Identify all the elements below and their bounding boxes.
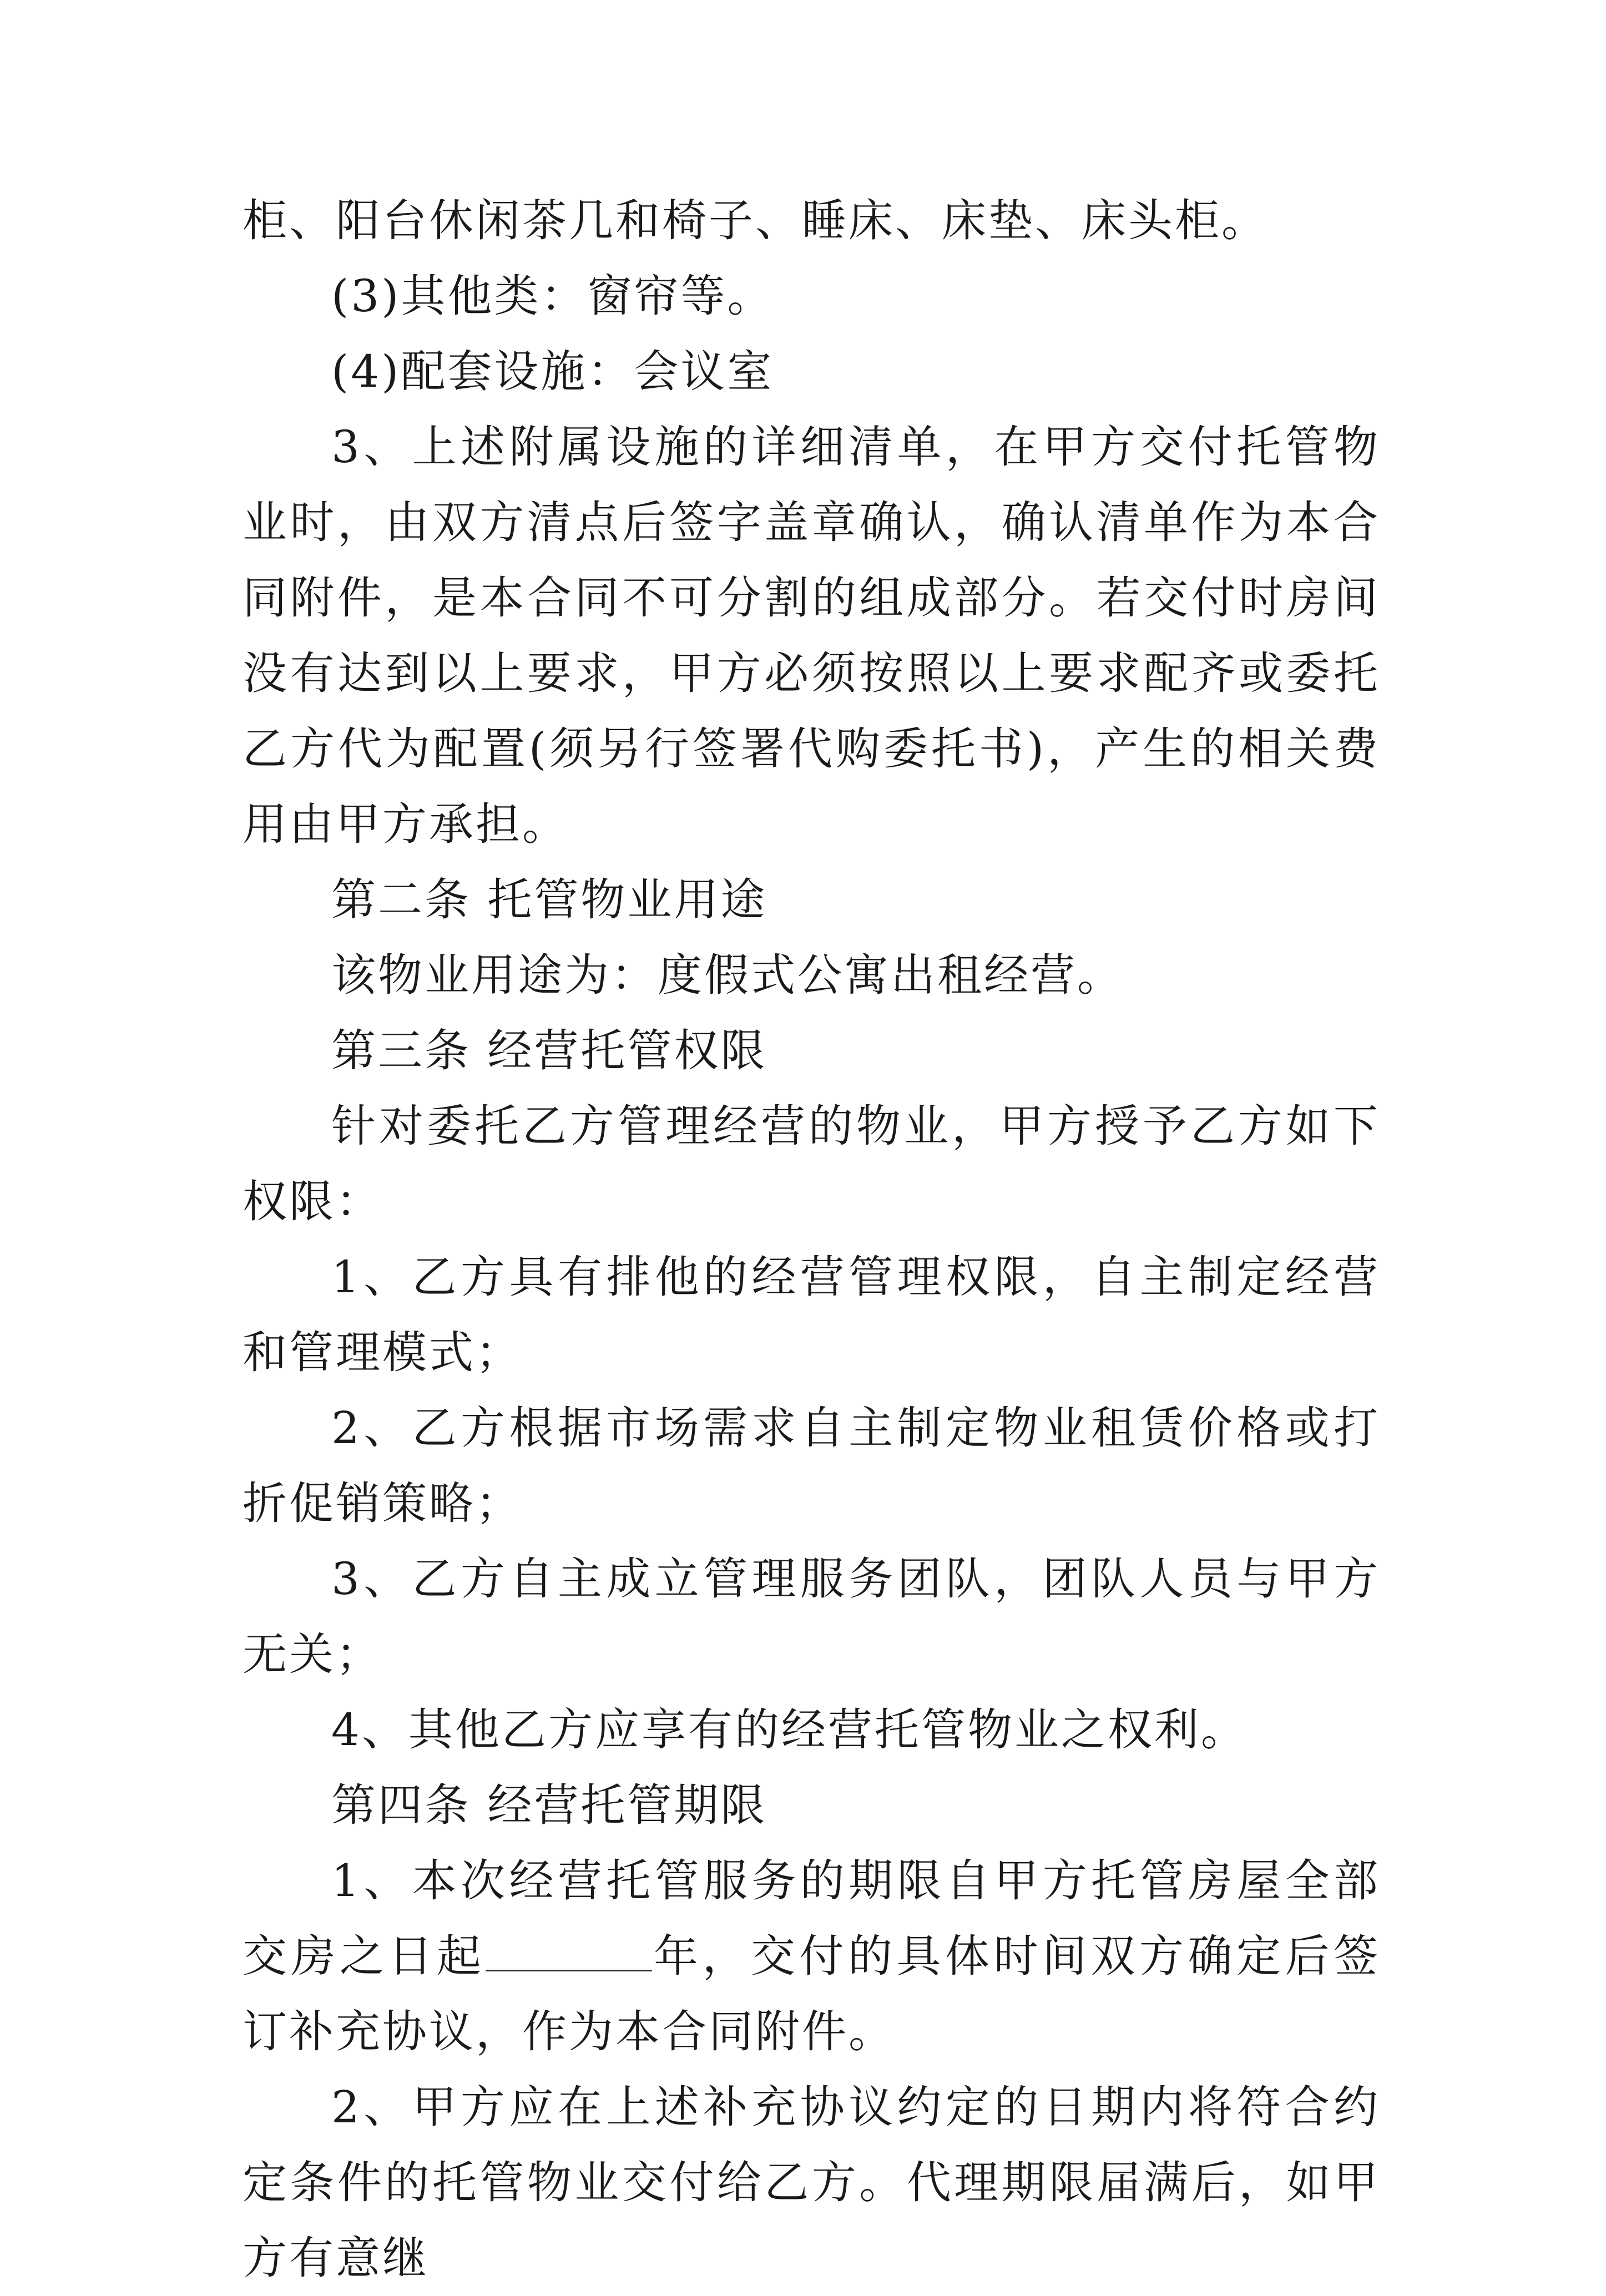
paragraph-authority-2: 2、乙方根据市场需求自主制定物业租赁价格或打折促销策略；: [243, 1402, 1380, 1529]
article-3-heading: 第三条 经营托管权限: [331, 1025, 767, 1076]
paragraph-facility-list: 3、上述附属设施的详细清单，在甲方交付托管物业时，由双方清点后签字盖章确认，确认清单作为本合同附件，是本合同不可分割的组成部分。若交付时房间没有达到以上要求，甲方必须按照以上要求配齐或委托乙方代为配置(须另行签署代购委托书)，产生的相关费用由甲方承担。: [243, 421, 1380, 850]
document-body: [243, 183, 1380, 2296]
paragraph-authority-3: 3、乙方自主成立管理服务团队，团队人员与甲方无关；: [243, 1553, 1380, 1680]
paragraph-authority-1: 1、乙方具有排他的经营管理权限，自主制定经营和管理模式；: [243, 1251, 1380, 1378]
article-4-heading: 第四条 经营托管期限: [331, 1779, 767, 1831]
paragraph-property-use: 该物业用途为：度假式公寓出租经营。: [331, 949, 1124, 1001]
paragraph-other-items: (3)其他类：窗帘等。: [331, 270, 774, 322]
paragraph-term-1: [243, 1843, 1380, 2070]
paragraph-authority-intro: 针对委托乙方管理经营的物业，甲方授予乙方如下权限：: [243, 1100, 1380, 1227]
term-1-after-blank: 年，交付的具体时间双方确定后签订补充协议，作为本合同附件。: [243, 1930, 1380, 2057]
article-2-heading: 第二条 托管物业用途: [331, 874, 767, 926]
paragraph-term-2: 2、甲方应在上述补充协议约定的日期内将符合约定条件的托管物业交付给乙方。代理期限届满后，如甲方有意继: [243, 2081, 1380, 2284]
paragraph-furniture-continued: 柜、阳台休闲茶几和椅子、睡床、床垫、床头柜。: [243, 195, 1268, 246]
paragraph-supporting-facilities: (4)配套设施：会议室: [331, 346, 774, 397]
paragraph-authority-4: 4、其他乙方应享有的经营托管物业之权利。: [331, 1704, 1248, 1756]
fill-in-blank-years: [486, 1930, 652, 1971]
term-1-before-blank: 1、本次经营托管服务的期限自甲方托管房屋全部交房之日起: [243, 1855, 1380, 1982]
